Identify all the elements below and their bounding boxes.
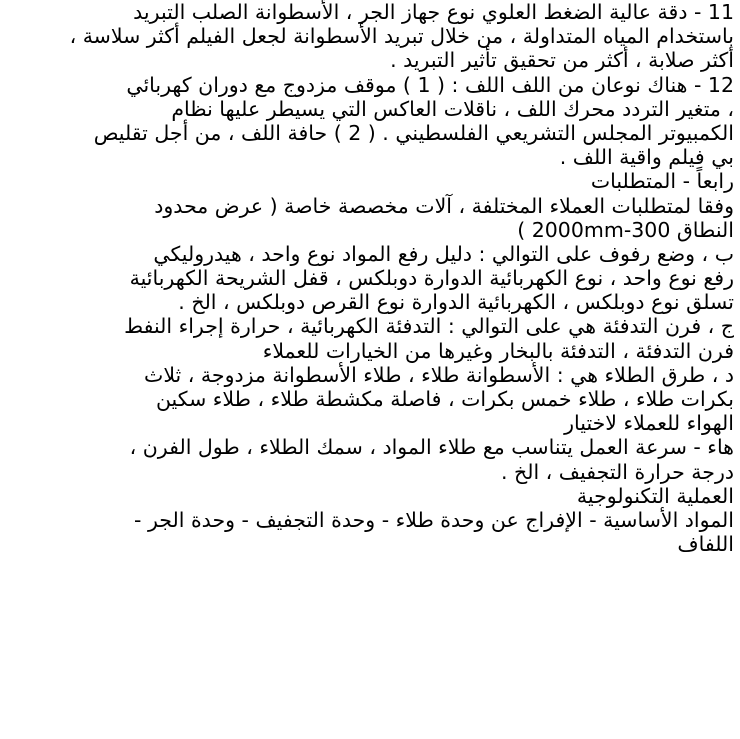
section-heading: العملية التكنولوجية [576,483,734,508]
text-line: وفقا لمتطلبات العملاء المختلفة ، آلات مخصصة خاصة ( عرض محدود [154,193,734,218]
text-line: د ، طرق الطلاء هي : الأسطوانة طلاء ، طلاء الأسطوانة مزدوجة ، ثلاث [144,362,734,387]
document-body [6,0,734,556]
text-line: بي فيلم واقية اللف . [559,145,734,170]
text-line: 11 - دقة عالية الضغط العلوي نوع جهاز الجر ، الأسطوانة الصلب التبريد [133,0,734,24]
text-line: الهواء للعملاء لاختيار [564,411,734,436]
text-line: أكثر صلابة ، أكثر من تحقيق تأثير التبريد . [390,48,734,73]
section-heading: رابعاً - المتطلبات [590,169,734,194]
text-line: ، متغير التردد محرك اللف ، ناقلات العاكس التي يسيطر عليها نظام [171,96,734,121]
text-line: ج ، فرن التدفئة هي على التوالي : التدفئة الكهربائية ، حرارة إجراء النفط [124,314,734,339]
text-line: فرن التدفئة ، التدفئة بالبخار وغيرها من الخيارات للعملاء [262,338,734,363]
text-line: درجة حرارة التجفيف ، الخ . [500,459,734,484]
text-line: اللفاف [677,532,734,557]
text-line: ب ، وضع رفوف على التوالي : دليل رفع المواد نوع واحد ، هيدروليكي [153,241,734,266]
text-line: رفع نوع واحد ، نوع الكهربائية الدوارة دوبلكس ، قفل الشريحة الكهربائية [129,266,734,291]
text-line: الكمبيوتر المجلس التشريعي الفلسطيني . ( 2 ) حافة اللف ، من أجل تقليص [93,120,734,145]
text-line: المواد الأساسية - الإفراج عن وحدة طلاء - وحدة التجفيف - وحدة الجر - [134,507,734,532]
text-line: بكرات طلاء ، طلاء خمس بكرات ، فاصلة مكشطة طلاء ، طلاء سكين [155,387,734,411]
text-line: هاء - سرعة العمل يتناسب مع طلاء المواد ، سمك الطلاء ، طول الفرن ، [129,435,734,460]
text-line: النطاق 300-2000mm ) [517,217,734,242]
text-line: 12 - هناك نوعان من اللف اللف : ( 1 ) موقف مزدوج مع دوران كهربائي [126,72,734,97]
text-line: باستخدام المياه المتداولة ، من خلال تبريد الأسطوانة لجعل الفيلم أكثر سلاسة ، [69,24,734,49]
text-line: تسلق نوع دوبلكس ، الكهربائية الدوارة نوع القرص دوبلكس ، الخ . [178,290,734,315]
